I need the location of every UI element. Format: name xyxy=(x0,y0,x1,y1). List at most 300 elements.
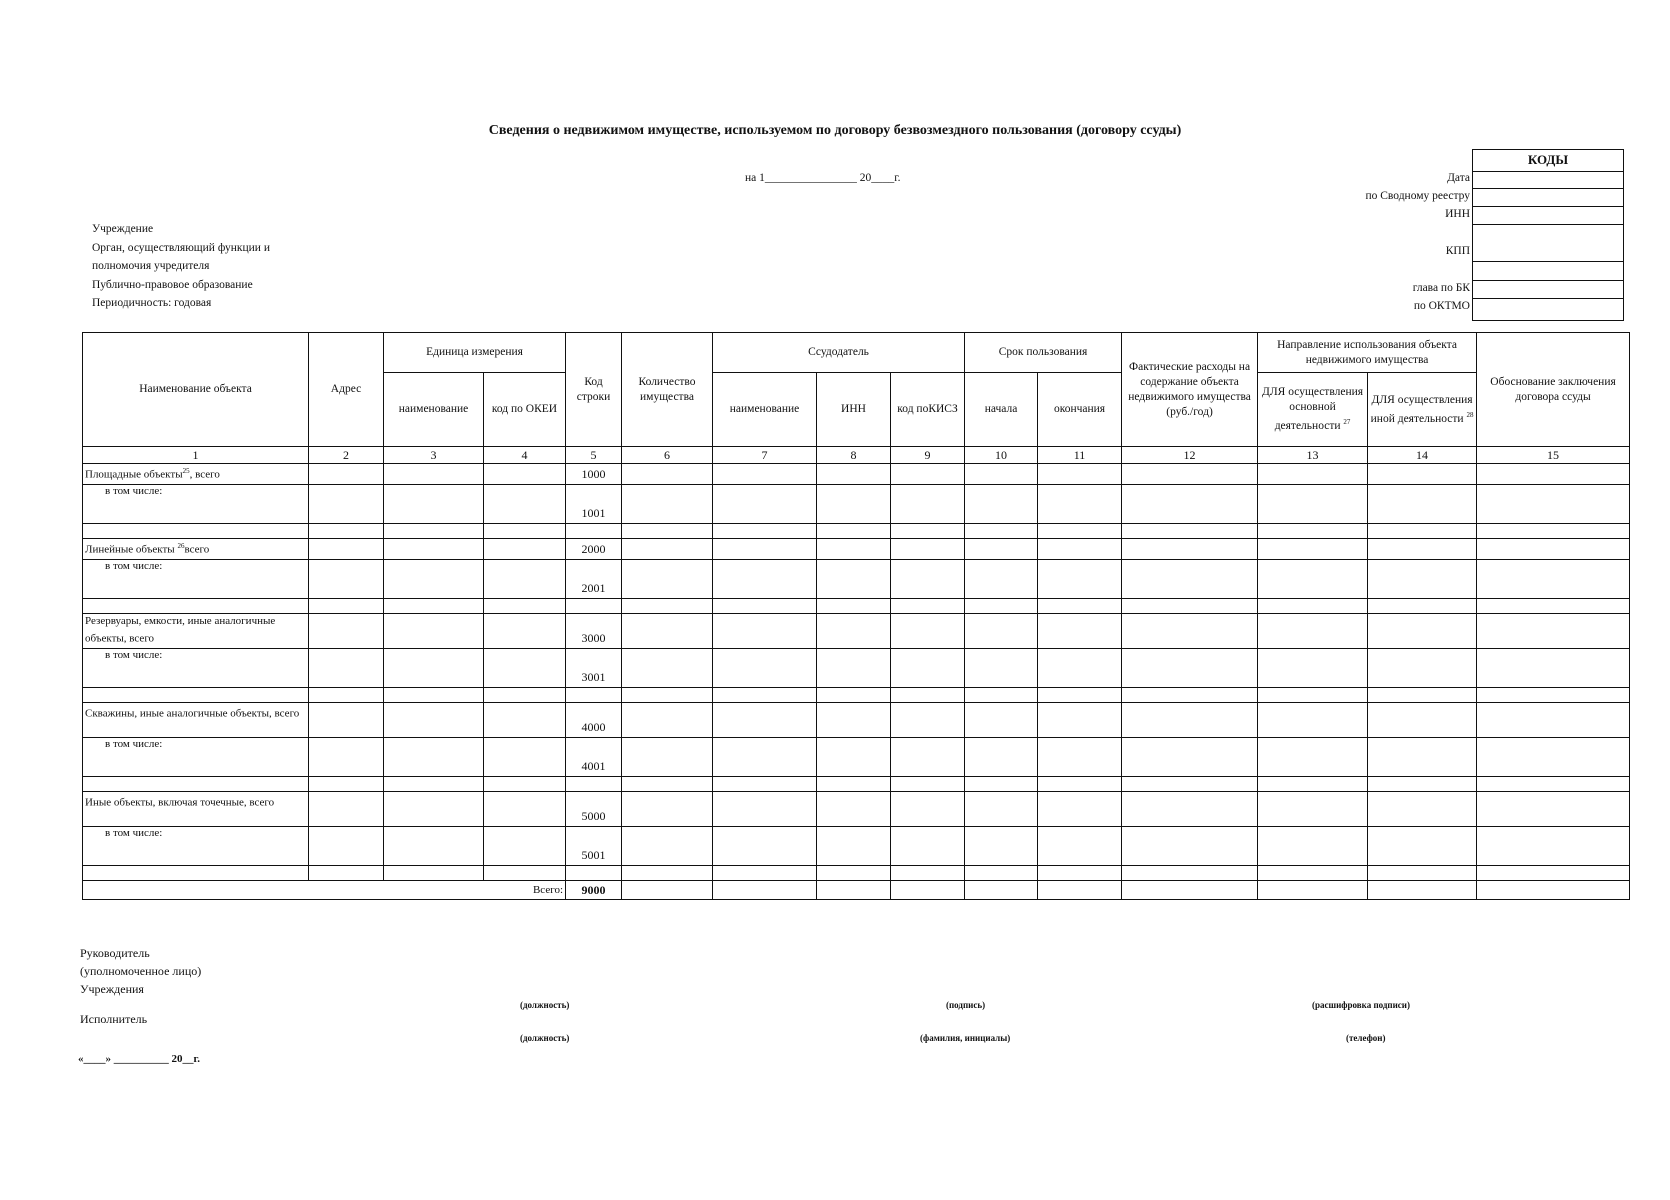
empty-cell[interactable] xyxy=(1038,649,1122,688)
empty-cell[interactable] xyxy=(622,485,713,524)
codes-divider xyxy=(1473,171,1623,172)
codes-divider xyxy=(1473,280,1623,281)
empty-cell[interactable] xyxy=(1038,688,1122,703)
row-code: 5000 xyxy=(566,792,622,827)
empty-cell[interactable] xyxy=(817,560,891,599)
empty-cell[interactable] xyxy=(1477,560,1630,599)
empty-cell[interactable] xyxy=(1368,649,1477,688)
empty-cell[interactable] xyxy=(891,866,965,881)
empty-cell[interactable] xyxy=(384,866,484,881)
empty-cell[interactable] xyxy=(484,485,566,524)
empty-cell[interactable] xyxy=(309,464,384,485)
empty-cell[interactable] xyxy=(1258,649,1368,688)
empty-cell[interactable] xyxy=(1038,464,1122,485)
col-number: 10 xyxy=(965,447,1038,464)
empty-cell[interactable] xyxy=(1258,792,1368,827)
empty-cell[interactable] xyxy=(713,792,817,827)
row-code: 3001 xyxy=(566,649,622,688)
empty-cell[interactable] xyxy=(384,464,484,485)
codes-divider xyxy=(1473,188,1623,189)
empty-cell[interactable] xyxy=(965,614,1038,649)
caption-signature: (подпись) xyxy=(946,1000,986,1010)
empty-cell[interactable] xyxy=(309,614,384,649)
col-number: 11 xyxy=(1038,447,1122,464)
empty-cell[interactable] xyxy=(1477,539,1630,560)
empty-cell[interactable] xyxy=(1258,614,1368,649)
empty-cell[interactable] xyxy=(1122,464,1258,485)
empty-cell[interactable] xyxy=(622,524,713,539)
institution-label: Учреждение xyxy=(92,223,154,235)
section-label: Скважины, иные аналогичные объекты, всего xyxy=(83,703,309,738)
empty-cell[interactable] xyxy=(1477,777,1630,792)
empty-cell[interactable] xyxy=(622,738,713,777)
empty-cell[interactable] xyxy=(891,614,965,649)
codes-oktmo-label: по ОКТМО xyxy=(1413,300,1470,312)
empty-cell[interactable] xyxy=(1368,464,1477,485)
empty-cell[interactable] xyxy=(965,827,1038,866)
empty-cell[interactable] xyxy=(713,777,817,792)
empty-cell[interactable] xyxy=(891,539,965,560)
empty-cell[interactable] xyxy=(817,738,891,777)
empty-cell[interactable] xyxy=(1368,688,1477,703)
empty-cell[interactable] xyxy=(384,777,484,792)
empty-cell[interactable] xyxy=(817,649,891,688)
empty-cell[interactable] xyxy=(309,827,384,866)
header-term: Срок пользования xyxy=(965,333,1122,373)
empty-cell[interactable] xyxy=(965,792,1038,827)
empty-cell[interactable] xyxy=(713,599,817,614)
empty-cell[interactable] xyxy=(713,738,817,777)
empty-cell[interactable] xyxy=(713,524,817,539)
header-object-name: Наименование объекта xyxy=(83,333,309,447)
codes-divider xyxy=(1473,261,1623,262)
empty-cell[interactable] xyxy=(713,539,817,560)
empty-cell[interactable] xyxy=(622,881,713,900)
empty-cell[interactable] xyxy=(1122,599,1258,614)
empty-cell[interactable] xyxy=(1122,539,1258,560)
empty-cell[interactable] xyxy=(1258,738,1368,777)
empty-cell[interactable] xyxy=(817,464,891,485)
empty-cell[interactable] xyxy=(1258,485,1368,524)
empty-cell[interactable] xyxy=(817,792,891,827)
empty-cell[interactable] xyxy=(1038,599,1122,614)
empty-cell[interactable] xyxy=(1122,649,1258,688)
total-row xyxy=(83,881,1630,900)
empty-cell[interactable] xyxy=(1477,464,1630,485)
authority-label-1: Орган, осуществляющий функции и xyxy=(92,242,270,254)
empty-cell[interactable] xyxy=(1258,827,1368,866)
empty-cell[interactable] xyxy=(1477,524,1630,539)
empty-cell[interactable] xyxy=(1258,703,1368,738)
empty-cell[interactable] xyxy=(1122,688,1258,703)
codes-header: КОДЫ xyxy=(1527,152,1569,167)
public-entity-label: Публично-правовое образование xyxy=(92,279,253,291)
col-number: 13 xyxy=(1258,447,1368,464)
empty-cell[interactable] xyxy=(622,649,713,688)
empty-cell[interactable] xyxy=(1477,827,1630,866)
empty-cell[interactable] xyxy=(384,649,484,688)
empty-cell[interactable] xyxy=(713,485,817,524)
header-lender-kisz: код поКИСЗ xyxy=(891,373,965,447)
empty-cell[interactable] xyxy=(713,703,817,738)
empty-cell[interactable] xyxy=(309,792,384,827)
empty-cell[interactable] xyxy=(1038,777,1122,792)
col-number: 2 xyxy=(309,447,384,464)
empty-cell[interactable] xyxy=(1258,866,1368,881)
header-unit-okei: код по ОКЕИ xyxy=(484,373,566,447)
empty-cell[interactable] xyxy=(484,827,566,866)
caption-position: (должность) xyxy=(520,1000,570,1010)
empty-cell[interactable] xyxy=(1368,614,1477,649)
empty-cell[interactable] xyxy=(1258,599,1368,614)
empty-cell[interactable] xyxy=(817,539,891,560)
empty-cell[interactable] xyxy=(817,827,891,866)
section-label: Резервуары, емкости, иные аналогичные объекты, всего xyxy=(83,614,309,649)
row-code: 2000 xyxy=(566,539,622,560)
empty-cell[interactable] xyxy=(891,464,965,485)
empty-cell[interactable] xyxy=(817,881,891,900)
empty-cell[interactable] xyxy=(1122,703,1258,738)
empty-cell[interactable] xyxy=(1038,738,1122,777)
empty-cell[interactable] xyxy=(384,827,484,866)
empty-cell[interactable] xyxy=(1368,485,1477,524)
empty-cell[interactable] xyxy=(965,524,1038,539)
empty-cell[interactable] xyxy=(309,703,384,738)
col-number: 7 xyxy=(713,447,817,464)
empty-cell[interactable] xyxy=(713,649,817,688)
empty-cell[interactable] xyxy=(1258,539,1368,560)
spacer-row xyxy=(83,599,1630,614)
empty-cell[interactable] xyxy=(1258,464,1368,485)
empty-cell[interactable] xyxy=(1122,881,1258,900)
empty-cell[interactable] xyxy=(1038,560,1122,599)
empty-cell[interactable] xyxy=(384,703,484,738)
empty-cell[interactable] xyxy=(83,866,309,881)
empty-cell[interactable] xyxy=(965,881,1038,900)
empty-cell[interactable] xyxy=(622,464,713,485)
empty-cell[interactable] xyxy=(1258,688,1368,703)
empty-cell[interactable] xyxy=(622,688,713,703)
empty-cell[interactable] xyxy=(1368,599,1477,614)
empty-cell[interactable] xyxy=(484,688,566,703)
empty-cell[interactable] xyxy=(965,738,1038,777)
empty-cell[interactable] xyxy=(965,464,1038,485)
empty-cell[interactable] xyxy=(484,464,566,485)
empty-cell[interactable] xyxy=(622,827,713,866)
codes-kpp-label: КПП xyxy=(1445,245,1470,257)
empty-cell[interactable] xyxy=(1368,777,1477,792)
empty-cell[interactable] xyxy=(484,539,566,560)
empty-cell[interactable] xyxy=(622,792,713,827)
empty-cell[interactable] xyxy=(891,649,965,688)
section-label: Иные объекты, включая точечные, всего xyxy=(83,792,309,827)
empty-cell[interactable] xyxy=(1477,866,1630,881)
empty-cell[interactable] xyxy=(309,738,384,777)
empty-cell[interactable] xyxy=(1477,485,1630,524)
empty-cell[interactable] xyxy=(1368,560,1477,599)
empty-cell[interactable] xyxy=(965,539,1038,560)
col-number: 8 xyxy=(817,447,891,464)
empty-cell[interactable] xyxy=(309,599,384,614)
empty-cell[interactable] xyxy=(1477,614,1630,649)
empty-cell[interactable] xyxy=(817,614,891,649)
col-number: 5 xyxy=(566,447,622,464)
header-lender: Ссудодатель xyxy=(713,333,965,373)
empty-cell[interactable] xyxy=(384,560,484,599)
empty-cell[interactable] xyxy=(1477,703,1630,738)
empty-cell[interactable] xyxy=(384,614,484,649)
empty-cell[interactable] xyxy=(622,614,713,649)
subsection-row xyxy=(83,560,1630,599)
codes-date-label: Дата xyxy=(1447,172,1470,184)
empty-cell[interactable] xyxy=(1368,738,1477,777)
header-row-code: Код строки xyxy=(566,333,622,447)
empty-cell[interactable] xyxy=(1038,827,1122,866)
head-label-3: Учреждения xyxy=(80,982,144,996)
empty-cell[interactable] xyxy=(309,539,384,560)
empty-cell[interactable] xyxy=(817,777,891,792)
empty-cell[interactable] xyxy=(713,560,817,599)
col-number: 4 xyxy=(484,447,566,464)
empty-cell[interactable] xyxy=(891,827,965,866)
empty-cell[interactable] xyxy=(965,599,1038,614)
empty-cell[interactable] xyxy=(891,777,965,792)
empty-cell[interactable] xyxy=(1122,614,1258,649)
empty-cell[interactable] xyxy=(622,703,713,738)
empty-cell[interactable] xyxy=(1477,599,1630,614)
header-direction-main: ДЛЯ осуществления основной деятельности $^{27}$ xyxy=(1258,373,1368,447)
row-code: 5001 xyxy=(566,827,622,866)
section-label: Линейные объекты $^{26}$всего xyxy=(83,539,309,560)
empty-cell[interactable] xyxy=(817,866,891,881)
including-label: в том числе: xyxy=(83,560,309,599)
empty-cell[interactable] xyxy=(891,792,965,827)
empty-cell[interactable] xyxy=(1258,524,1368,539)
empty-cell[interactable] xyxy=(484,866,566,881)
empty-cell[interactable] xyxy=(817,703,891,738)
empty-cell[interactable] xyxy=(1038,485,1122,524)
empty-cell[interactable] xyxy=(309,560,384,599)
spacer-row xyxy=(83,524,1630,539)
col-number: 1 xyxy=(83,447,309,464)
empty-cell[interactable] xyxy=(1122,485,1258,524)
empty-cell[interactable] xyxy=(891,524,965,539)
empty-cell[interactable] xyxy=(484,614,566,649)
header-direction-other: ДЛЯ осуществления иной деятельности $^{28}$ xyxy=(1368,373,1477,447)
property-table xyxy=(82,332,1630,900)
empty-cell[interactable] xyxy=(1122,866,1258,881)
empty-cell[interactable] xyxy=(484,524,566,539)
empty-cell[interactable] xyxy=(566,599,622,614)
empty-cell[interactable] xyxy=(1477,881,1630,900)
empty-cell[interactable] xyxy=(566,777,622,792)
empty-cell[interactable] xyxy=(384,539,484,560)
empty-cell[interactable] xyxy=(1368,703,1477,738)
empty-cell[interactable] xyxy=(1038,792,1122,827)
including-label: в том числе: xyxy=(83,649,309,688)
empty-cell[interactable] xyxy=(622,539,713,560)
empty-cell[interactable] xyxy=(1122,777,1258,792)
spacer-row xyxy=(83,688,1630,703)
header-lender-name: наименование xyxy=(713,373,817,447)
empty-cell[interactable] xyxy=(384,485,484,524)
periodicity-label: Периодичность: годовая xyxy=(92,297,212,309)
empty-cell[interactable] xyxy=(1038,881,1122,900)
empty-cell[interactable] xyxy=(965,560,1038,599)
col-number: 14 xyxy=(1368,447,1477,464)
section-row xyxy=(83,614,1630,649)
empty-cell[interactable] xyxy=(1038,703,1122,738)
empty-cell[interactable] xyxy=(965,703,1038,738)
page-title: Сведения о недвижимом имуществе, используемом по договору безвозмездного пользования (договору ссуды) xyxy=(488,123,1182,138)
empty-cell[interactable] xyxy=(484,649,566,688)
empty-cell[interactable] xyxy=(1368,827,1477,866)
header-unit-name: наименование xyxy=(384,373,484,447)
empty-cell[interactable] xyxy=(1477,738,1630,777)
head-label-1: Руководитель xyxy=(80,946,150,960)
empty-cell[interactable] xyxy=(891,738,965,777)
empty-cell[interactable] xyxy=(1258,777,1368,792)
empty-cell[interactable] xyxy=(309,777,384,792)
caption-signature-decode: (расшифровка подписи) xyxy=(1312,1000,1410,1010)
subsection-row xyxy=(83,738,1630,777)
empty-cell[interactable] xyxy=(309,524,384,539)
empty-cell[interactable] xyxy=(1477,792,1630,827)
empty-cell[interactable] xyxy=(891,881,965,900)
empty-cell[interactable] xyxy=(1258,560,1368,599)
empty-cell[interactable] xyxy=(965,777,1038,792)
empty-cell[interactable] xyxy=(622,599,713,614)
empty-cell[interactable] xyxy=(1122,524,1258,539)
empty-cell[interactable] xyxy=(1368,524,1477,539)
authority-label-2: полномочия учредителя xyxy=(92,260,210,272)
codes-consolidated-label: по Сводному реестру xyxy=(1365,190,1470,202)
empty-cell[interactable] xyxy=(1368,539,1477,560)
empty-cell[interactable] xyxy=(484,560,566,599)
subsection-row xyxy=(83,827,1630,866)
empty-cell[interactable] xyxy=(1477,688,1630,703)
empty-cell[interactable] xyxy=(484,738,566,777)
empty-cell[interactable] xyxy=(1122,738,1258,777)
empty-cell[interactable] xyxy=(384,524,484,539)
including-label: в том числе: xyxy=(83,738,309,777)
empty-cell[interactable] xyxy=(309,866,384,881)
empty-cell[interactable] xyxy=(965,866,1038,881)
empty-cell[interactable] xyxy=(622,560,713,599)
empty-cell[interactable] xyxy=(713,688,817,703)
empty-cell[interactable] xyxy=(309,485,384,524)
caption-name: (фамилия, инициалы) xyxy=(920,1033,1011,1043)
including-label: в том числе: xyxy=(83,827,309,866)
empty-cell[interactable] xyxy=(1038,524,1122,539)
col-number: 15 xyxy=(1477,447,1630,464)
empty-cell[interactable] xyxy=(1368,866,1477,881)
empty-cell[interactable] xyxy=(1038,866,1122,881)
header-lender-inn: ИНН xyxy=(817,373,891,447)
empty-cell[interactable] xyxy=(817,485,891,524)
report-date-line: на 1________________ 20____г. xyxy=(745,172,901,184)
empty-cell[interactable] xyxy=(484,777,566,792)
empty-cell[interactable] xyxy=(484,792,566,827)
header-basis: Обоснование заключения договора ссуды xyxy=(1477,333,1630,447)
empty-cell[interactable] xyxy=(566,866,622,881)
row-code: 3000 xyxy=(566,614,622,649)
signature-date: «____» __________ 20__г. xyxy=(78,1053,201,1065)
empty-cell[interactable] xyxy=(713,614,817,649)
empty-cell[interactable] xyxy=(965,485,1038,524)
empty-cell[interactable] xyxy=(713,827,817,866)
empty-cell[interactable] xyxy=(622,777,713,792)
empty-cell[interactable] xyxy=(1368,881,1477,900)
empty-cell[interactable] xyxy=(891,560,965,599)
header-expenses: Фактические расходы на содержание объекта недвижимого имущества (руб./год) xyxy=(1122,333,1258,447)
empty-cell[interactable] xyxy=(384,792,484,827)
row-code: 4000 xyxy=(566,703,622,738)
empty-cell[interactable] xyxy=(83,524,309,539)
column-numbers-row xyxy=(83,447,1630,464)
codes-inn-label: ИНН xyxy=(1445,208,1470,220)
row-code: 1001 xyxy=(566,485,622,524)
empty-cell[interactable] xyxy=(713,866,817,881)
head-label-2: (уполномоченное лицо) xyxy=(80,964,202,978)
empty-cell[interactable] xyxy=(384,688,484,703)
empty-cell[interactable] xyxy=(484,599,566,614)
section-label: Площадные объекты$^{25}$, всего xyxy=(83,464,309,485)
empty-cell[interactable] xyxy=(965,688,1038,703)
caption-phone: (телефон) xyxy=(1346,1033,1386,1043)
empty-cell[interactable] xyxy=(891,485,965,524)
empty-cell[interactable] xyxy=(83,599,309,614)
empty-cell[interactable] xyxy=(384,599,484,614)
empty-cell[interactable] xyxy=(566,688,622,703)
empty-cell[interactable] xyxy=(965,649,1038,688)
col-number: 12 xyxy=(1122,447,1258,464)
section-row xyxy=(83,792,1630,827)
empty-cell[interactable] xyxy=(566,524,622,539)
col-number: 6 xyxy=(622,447,713,464)
empty-cell[interactable] xyxy=(817,688,891,703)
empty-cell[interactable] xyxy=(484,703,566,738)
section-row xyxy=(83,539,1630,560)
empty-cell[interactable] xyxy=(384,738,484,777)
codes-divider xyxy=(1473,224,1623,225)
empty-cell[interactable] xyxy=(83,777,309,792)
empty-cell[interactable] xyxy=(1038,539,1122,560)
empty-cell[interactable] xyxy=(713,881,817,900)
empty-cell[interactable] xyxy=(817,524,891,539)
empty-cell[interactable] xyxy=(309,649,384,688)
empty-cell[interactable] xyxy=(891,599,965,614)
empty-cell[interactable] xyxy=(1122,827,1258,866)
empty-cell[interactable] xyxy=(1122,560,1258,599)
empty-cell[interactable] xyxy=(1038,614,1122,649)
empty-cell[interactable] xyxy=(713,464,817,485)
empty-cell[interactable] xyxy=(817,599,891,614)
empty-cell[interactable] xyxy=(622,866,713,881)
empty-cell[interactable] xyxy=(891,703,965,738)
section-row xyxy=(83,464,1630,485)
empty-cell[interactable] xyxy=(1477,649,1630,688)
empty-cell[interactable] xyxy=(309,688,384,703)
row-code: 4001 xyxy=(566,738,622,777)
codes-divider xyxy=(1473,206,1623,207)
empty-cell[interactable] xyxy=(1368,792,1477,827)
empty-cell[interactable] xyxy=(83,688,309,703)
empty-cell[interactable] xyxy=(1258,881,1368,900)
empty-cell[interactable] xyxy=(1122,792,1258,827)
empty-cell[interactable] xyxy=(891,688,965,703)
codes-box xyxy=(1472,149,1624,321)
